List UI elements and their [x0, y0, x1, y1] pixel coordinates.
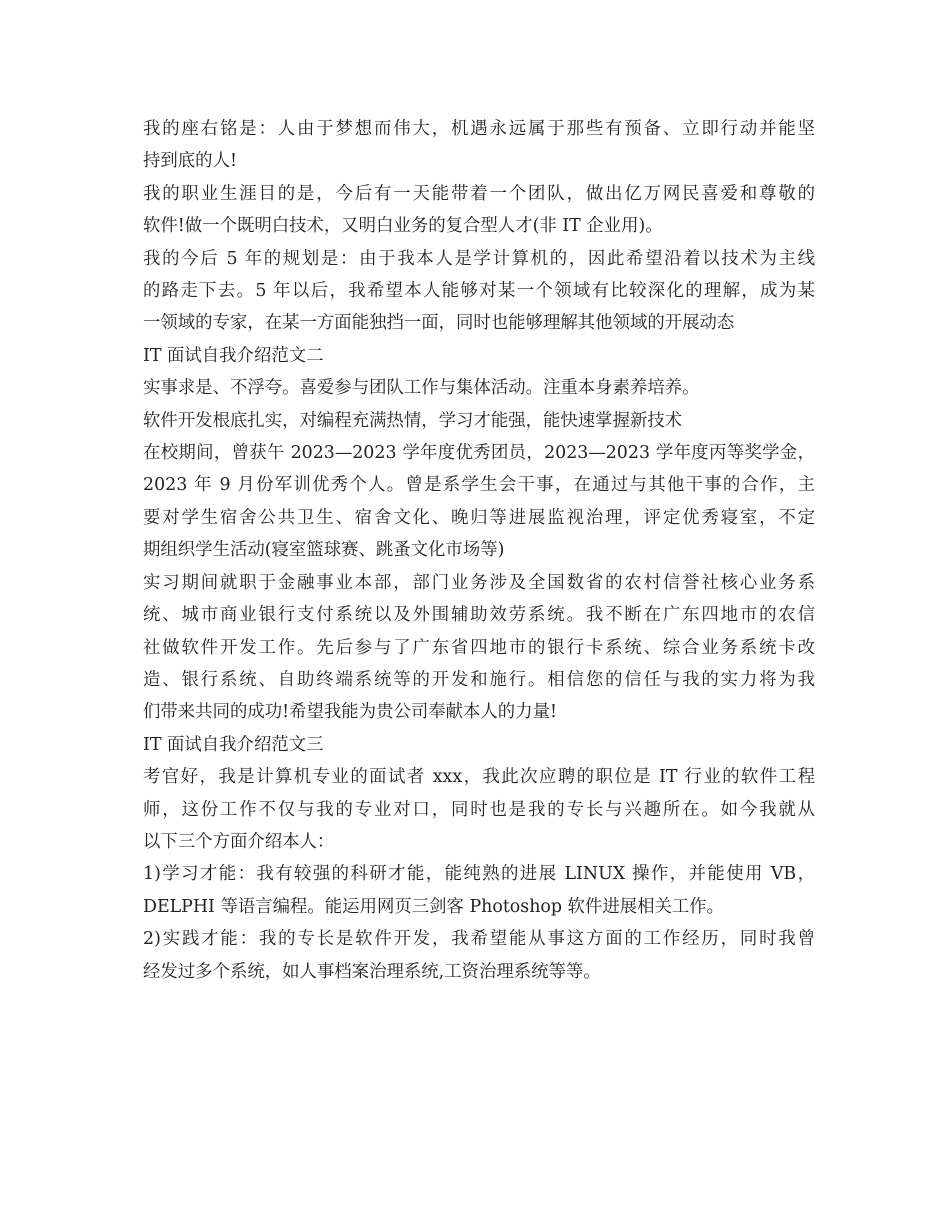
text-line: 一领域的专家，在某一方面能独挡一面，同时也能够理解其他领域的开展动态 [143, 313, 735, 334]
text-line: 2023 年 9 月份军训优秀个人。曾是系学生会干事，在通过与其他干事的合作，主 [143, 475, 815, 496]
text-line: 师，这份工作不仅与我的专业对口，同时也是我的专长与兴趣所在。如今我就从 [143, 799, 815, 820]
text-line: 要对学生宿舍公共卫生、宿舍文化、晚归等进展监视治理，评定优秀寝室，不定 [143, 507, 815, 528]
text-line: 造、银行系统、自助终端系统等的开发和施行。相信您的信任与我的实力将为我 [143, 669, 815, 690]
text-line: 持到底的人! [143, 151, 237, 172]
text-line: DELPHI 等语言编程。能运用网页三剑客 Photoshop 软件进展相关工作。 [143, 896, 725, 917]
text-line: 以下三个方面介绍本人： [143, 831, 335, 852]
text-line: 软件!做一个既明白技术，又明白业务的复合型人才(非 IT 企业用)。 [143, 216, 663, 237]
text-line: 实事求是、不浮夸。喜爱参与团队工作与集体活动。注重本身素养培养。 [143, 378, 700, 399]
document-body [143, 113, 815, 988]
text-line: 经发过多个系统，如人事档案治理系统,工资治理系统等等。 [143, 961, 601, 982]
text-line: IT 面试自我介绍范文三 [143, 734, 324, 755]
text-line: 统、城市商业银行支付系统以及外围辅助效劳系统。我不断在广东四地市的农信 [143, 605, 815, 626]
text-line: 社做软件开发工作。先后参与了广东省四地市的银行卡系统、综合业务系统卡改 [143, 637, 815, 658]
text-line: 实习期间就职于金融事业本部，部门业务涉及全国数省的农村信誉社核心业务系 [143, 572, 815, 593]
text-line: 在校期间，曾获午 2023—2023 学年度优秀团员，2023—2023 学年度丙等奖学金， [143, 443, 815, 464]
text-line: 的路走下去。5 年以后，我希望本人能够对某一个领域有比较深化的理解，成为某 [143, 281, 815, 302]
text-line: 考官好，我是计算机专业的面试者 xxx，我此次应聘的职位是 IT 行业的软件工程 [143, 767, 815, 788]
text-line: 1)学习才能：我有较强的科研才能，能纯熟的进展 LINUX 操作，并能使用 VB， [143, 864, 815, 885]
text-line: 我的座右铭是：人由于梦想而伟大，机遇永远属于那些有预备、立即行动并能坚 [143, 119, 815, 139]
text-line: 软件开发根底扎实，对编程充满热情，学习才能强，能快速掌握新技术 [143, 410, 683, 431]
text-line: 2)实践才能：我的专长是软件开发，我希望能从事这方面的工作经历，同时我曾 [143, 929, 815, 950]
text-line: 我的今后 5 年的规划是：由于我本人是学计算机的，因此希望沿着以技术为主线 [143, 248, 815, 269]
text-line: 期组织学生活动(寝室篮球赛、跳蚤文化市场等) [143, 540, 505, 561]
text-line: IT 面试自我介绍范文二 [143, 345, 324, 366]
text-line: 我的职业生涯目的是，今后有一天能带着一个团队，做出亿万网民喜爱和尊敬的 [143, 183, 815, 204]
text-line: 们带来共同的成功!希望我能为贵公司奉献本人的力量! [143, 702, 557, 723]
